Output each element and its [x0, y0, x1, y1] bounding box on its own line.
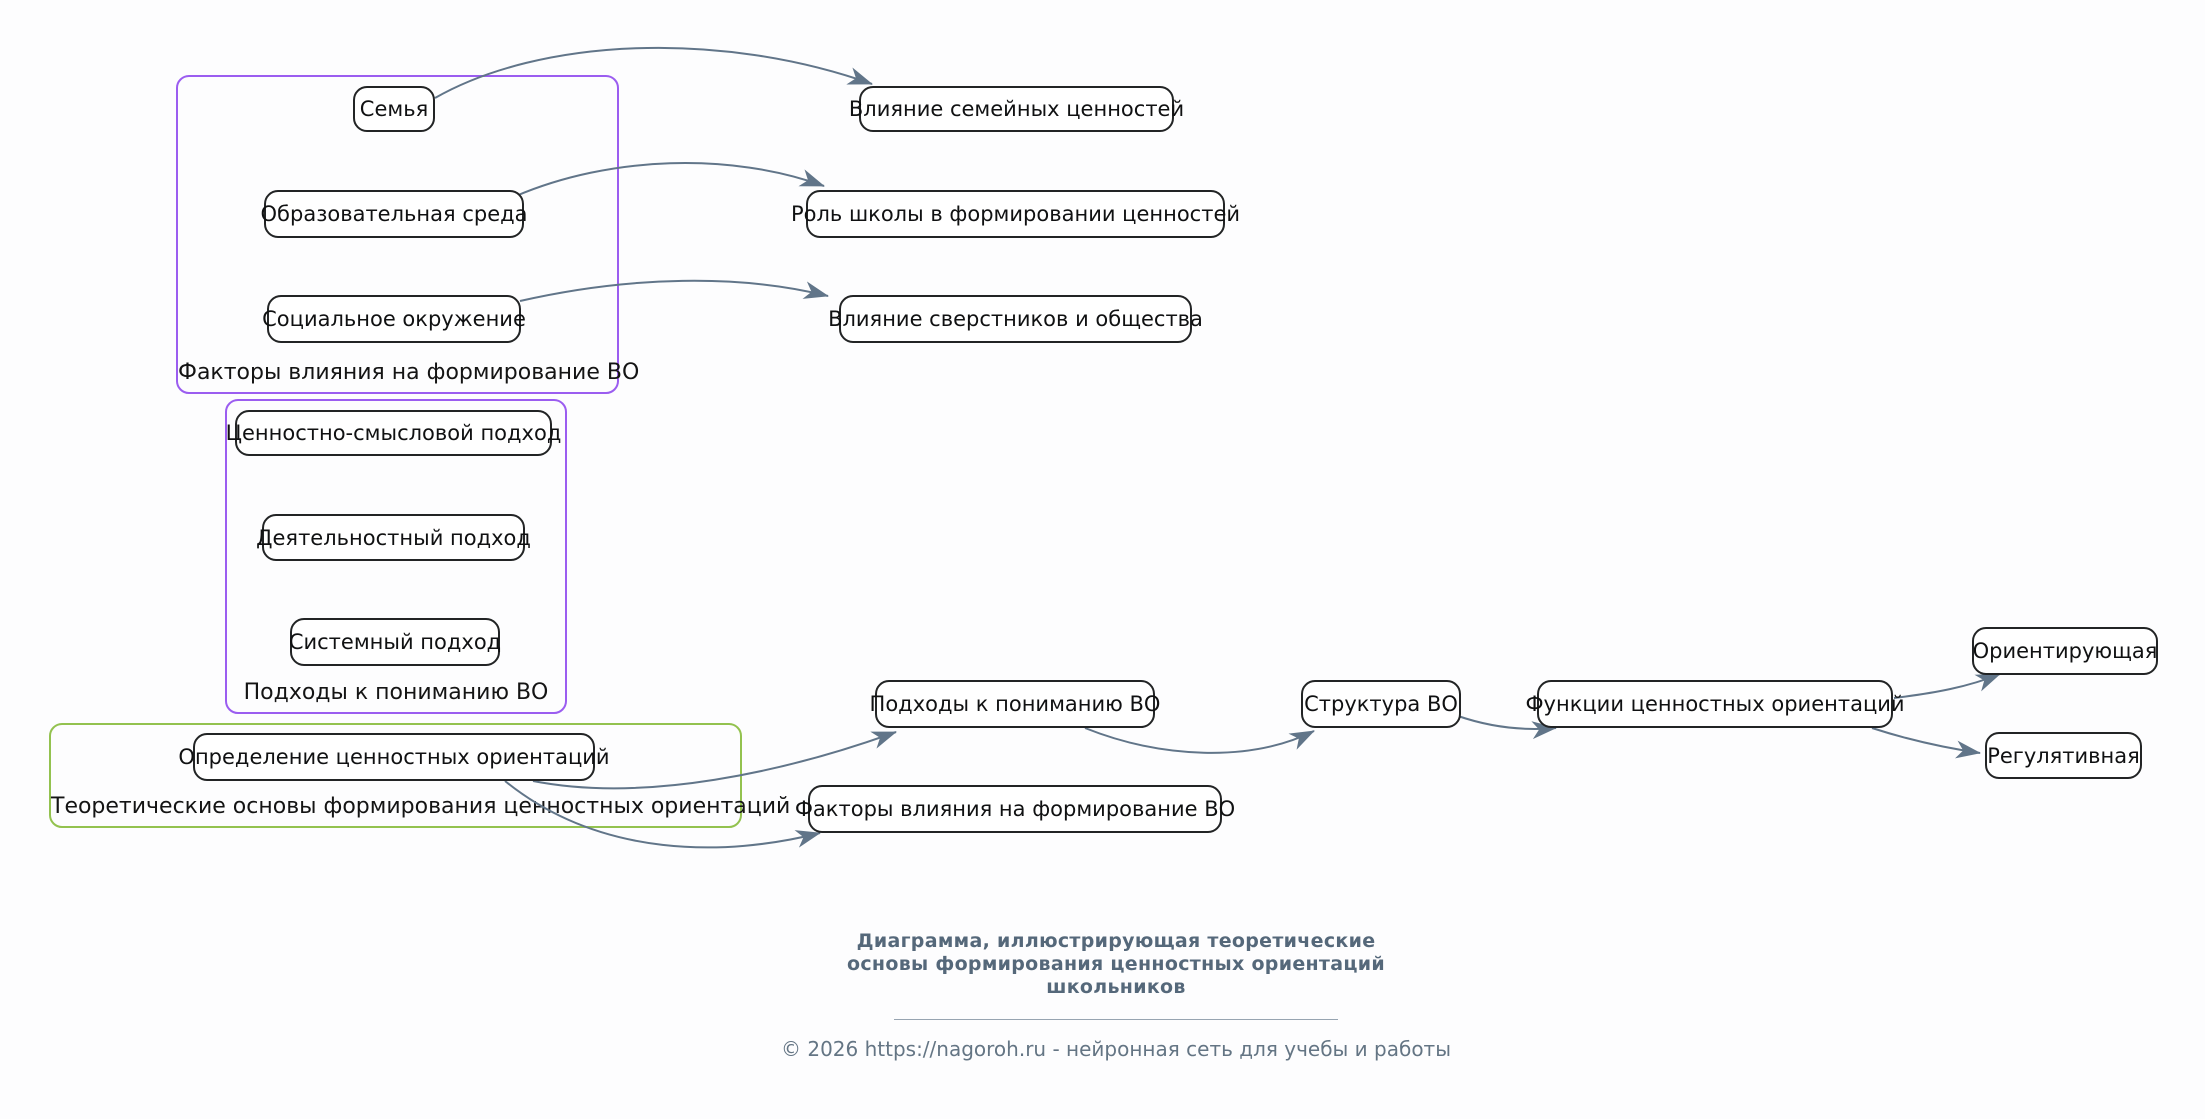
cluster-approaches-label: Подходы к пониманию ВО [243, 680, 549, 705]
node-functions[interactable]: Функции ценностных ориентаций [1537, 680, 1893, 728]
edge-functions-to-orienting [1894, 674, 2000, 698]
node-school-role[interactable]: Роль школы в формировании ценностей [806, 190, 1225, 238]
node-structure[interactable]: Структура ВО [1301, 680, 1461, 728]
caption-title-line2: основы формирования ценностных ориентаций [847, 953, 1385, 975]
edge-eduenv-to-school-role [516, 163, 824, 196]
node-definition[interactable]: Определение ценностных ориентаций [193, 733, 595, 781]
edge-family-to-family-values [435, 48, 872, 98]
node-regulative[interactable]: Регулятивная [1985, 732, 2142, 779]
edge-definition-to-factors [505, 781, 820, 847]
node-orienting[interactable]: Ориентирующая [1972, 627, 2158, 675]
node-value-sense-approach[interactable]: Ценностно-смысловой подход [235, 410, 552, 456]
node-peers-influence[interactable]: Влияние сверстников и общества [839, 295, 1192, 343]
caption-title-line3: школьников [1046, 976, 1186, 998]
node-edu-environment[interactable]: Образовательная среда [264, 190, 524, 238]
edge-approaches-to-structure [1085, 728, 1314, 753]
node-system-approach[interactable]: Системный подход [290, 618, 500, 666]
caption-copyright: © 2026 https://nagoroh.ru - нейронная сеть для учебы и работы [780, 1037, 1451, 1061]
node-factors[interactable]: Факторы влияния на формирование ВО [808, 785, 1222, 833]
node-family[interactable]: Семья [353, 86, 435, 132]
cluster-theory-label: Теоретические основы формирования ценностных ориентаций [51, 794, 791, 819]
node-social-environment[interactable]: Социальное окружение [267, 295, 521, 343]
edge-socialenv-to-peers [520, 281, 828, 301]
node-family-values-influence[interactable]: Влияние семейных ценностей [859, 86, 1174, 132]
caption-title-line1: Диаграмма, иллюстрирующая теоретические [856, 930, 1376, 952]
cluster-factors-label: Факторы влияния на формирование ВО [178, 360, 640, 385]
node-activity-approach[interactable]: Деятельностный подход [262, 514, 525, 561]
edge-functions-to-regulative [1872, 728, 1980, 753]
node-approaches[interactable]: Подходы к пониманию ВО [875, 680, 1155, 728]
